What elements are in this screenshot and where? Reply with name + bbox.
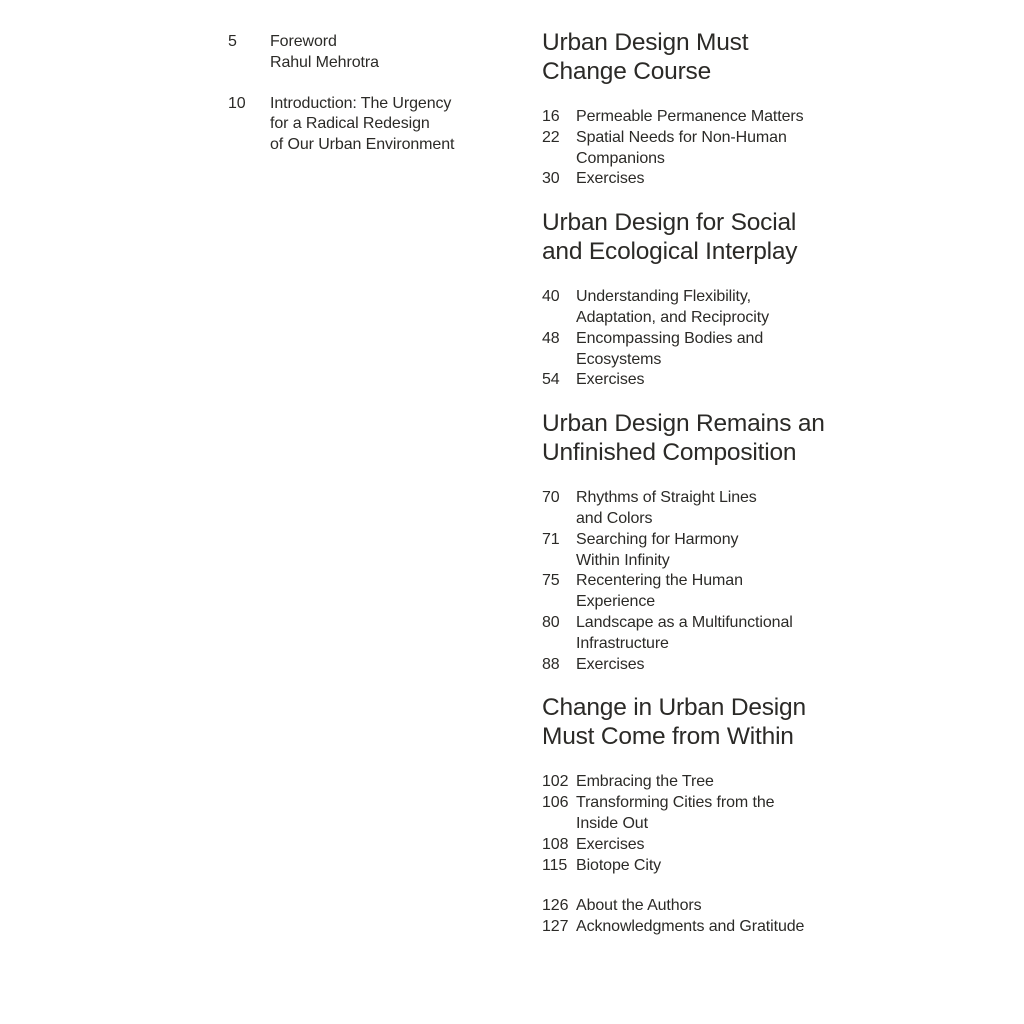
toc-entry — [542, 287, 882, 329]
page-number: 48 — [542, 329, 560, 347]
page-number: 70 — [542, 489, 560, 507]
toc-entry — [542, 835, 882, 856]
page-number: 102 — [542, 773, 569, 791]
entry-title: Exercises — [576, 655, 645, 673]
toc-entry — [542, 530, 882, 572]
toc-section — [542, 208, 882, 391]
entry-title: Searching for Harmony Within Infinity — [576, 530, 739, 569]
page-number: 16 — [542, 108, 560, 125]
toc-section — [542, 28, 882, 190]
toc-entry — [542, 107, 882, 128]
page-number: 54 — [542, 371, 560, 389]
entry-title: Transforming Cities from the Inside Out — [576, 794, 775, 832]
toc-entry — [542, 896, 882, 917]
toc-entry — [542, 793, 882, 835]
entry-title: Landscape as a Multifunctional Infrastructure — [576, 613, 793, 652]
toc-section — [542, 409, 882, 675]
page-number: 115 — [542, 856, 568, 874]
toc-entry — [542, 917, 882, 938]
entry-title: About the Authors — [576, 897, 702, 915]
entry-title: Exercises — [576, 170, 645, 188]
toc-entry — [542, 329, 882, 371]
chapters-column — [542, 28, 882, 938]
entry-title: Encompassing Bodies and Ecosystems — [576, 329, 764, 368]
entry-title: Embracing the Tree — [576, 773, 714, 791]
toc-entry — [542, 370, 882, 391]
entry-title: Understanding Flexibility, Adaptation, and Reciprocity — [576, 288, 769, 326]
toc-entry — [542, 169, 882, 190]
section-heading: Change in Urban Design Must Come from Within — [542, 694, 806, 751]
page-number: 106 — [542, 794, 569, 812]
toc-entry — [228, 32, 518, 74]
front-matter-column — [228, 32, 518, 156]
section-entry-list — [542, 107, 882, 190]
entry-title: Exercises — [576, 835, 645, 853]
toc-entry — [542, 772, 882, 793]
section-entry-list — [542, 772, 882, 876]
toc-section — [542, 693, 882, 876]
page-number: 127 — [542, 918, 569, 936]
toc-entry — [542, 655, 882, 676]
page-number: 108 — [542, 835, 569, 853]
toc-entry — [228, 94, 518, 156]
entry-title: Introduction: The Urgency for a Radical Redesign of Our Urban Environment — [270, 94, 455, 154]
toc-entry — [542, 856, 882, 877]
page-number: 126 — [542, 897, 569, 915]
page-number: 22 — [542, 128, 560, 146]
section-entry-list — [542, 488, 882, 675]
page-number: 88 — [542, 655, 560, 673]
section-heading: Urban Design Remains an Unfinished Composition — [542, 410, 825, 467]
page-number: 5 — [228, 33, 237, 50]
page-number: 40 — [542, 288, 560, 306]
toc-entry — [542, 488, 882, 530]
entry-title: Foreword Rahul Mehrotra — [270, 33, 379, 71]
entry-title: Recentering the Human Experience — [576, 572, 743, 611]
entry-title: Rhythms of Straight Lines and Colors — [576, 489, 757, 527]
toc-entry — [542, 613, 882, 655]
page-number: 80 — [542, 613, 560, 631]
section-entry-list — [542, 287, 882, 391]
page-number: 30 — [542, 170, 560, 188]
page-number: 71 — [542, 530, 560, 548]
entry-title: Acknowledgments and Gratitude — [576, 918, 805, 936]
toc-entry — [542, 571, 882, 613]
entry-title: Exercises — [576, 371, 645, 389]
section-heading: Urban Design Must Change Course — [542, 29, 749, 85]
entry-title: Biotope City — [576, 856, 662, 874]
page-number: 75 — [542, 572, 560, 590]
page-number: 10 — [228, 94, 246, 112]
back-matter-list — [542, 896, 882, 938]
section-heading: Urban Design for Social and Ecological Interplay — [542, 209, 798, 266]
toc-entry — [542, 128, 882, 170]
entry-title: Permeable Permanence Matters — [576, 108, 804, 125]
entry-title: Spatial Needs for Non-Human Companions — [576, 128, 787, 167]
